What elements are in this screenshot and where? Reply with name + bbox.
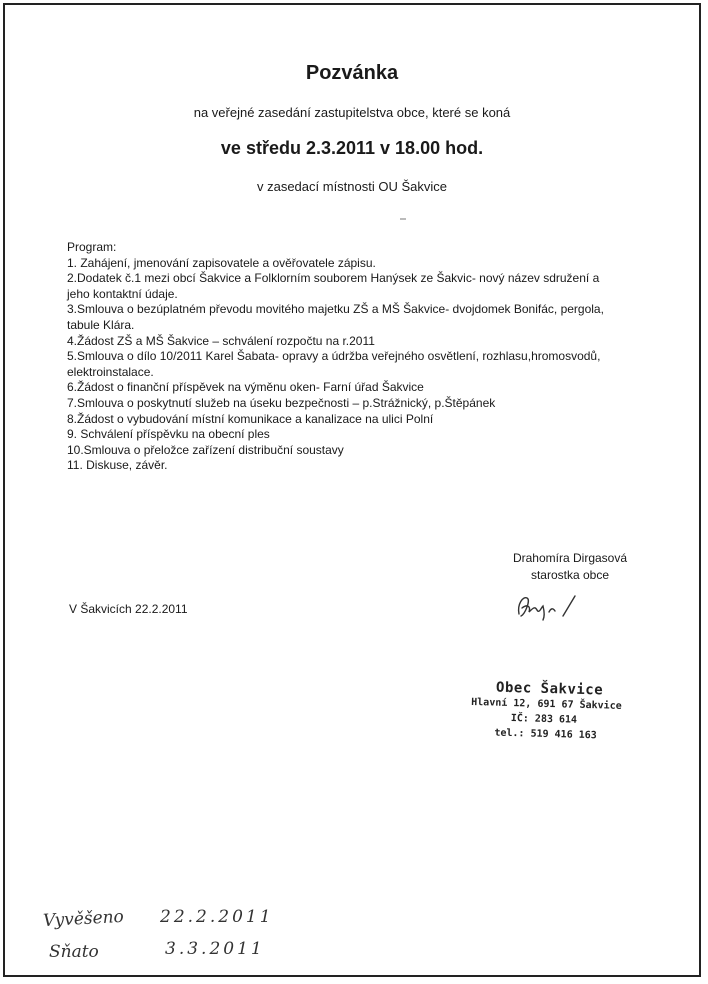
signer-name: Drahomíra Dirgasová [512, 551, 628, 565]
program-section [67, 240, 627, 474]
program-line: 1. Zahájení, jmenování zapisovatele a ověřovatele zápisu. [67, 255, 376, 270]
stamp-tel: tel.: 519 416 163 [494, 727, 597, 742]
handwritten-removed-date: 3.3.2011 [165, 939, 265, 959]
meeting-place: v zasedací místnosti OU Šakvice [256, 179, 447, 194]
meeting-datetime: ve středu 2.3.2011 v 18.00 hod. [220, 138, 484, 158]
program-line: 7.Smlouva o poskytnutí služeb na úseku bezpečnosti – p.Strážnický, p.Štěpánek [67, 395, 496, 410]
program-line: 5.Smlouva o dílo 10/2011 Karel Šabata- opravy a údržba veřejného osvětlení, rozhlasu,hromosvodů, [67, 349, 601, 364]
program-line: 9. Schválení příspěvku na obecní ples [67, 427, 270, 442]
program-line: elektroinstalace. [67, 364, 154, 379]
scan-speck [400, 218, 406, 220]
place-and-date: V Šakvicích 22.2.2011 [69, 602, 188, 616]
program-line: 4.Žádost ZŠ a MŠ Šakvice – schválení rozpočtu na r.2011 [67, 333, 375, 348]
handwritten-posted-label: Vyvěšeno [42, 906, 125, 932]
stamp-name: Obec Šakvice [495, 679, 604, 699]
program-line: 3.Smlouva o bezúplatném převodu movitého majetku ZŠ a MŠ Šakvice- dvojdomek Bonifác, pergola, [67, 302, 604, 317]
document-title: Pozvánka [305, 62, 399, 84]
handwritten-signature [513, 590, 583, 622]
program-line: tabule Klára. [67, 317, 135, 332]
program-heading: Program: [67, 240, 117, 254]
signer-role: starostka obce [530, 568, 610, 582]
handwritten-removed-label: Sňato [49, 942, 99, 962]
program-line: jeho kontaktní údaje. [67, 286, 178, 301]
program-list [67, 256, 627, 474]
program-line: 2.Dodatek č.1 mezi obcí Šakvice a Folklorním souborem Hanýsek ze Šakvic- nový název sdružení a [67, 271, 600, 286]
handwritten-posted-date: 22.2.2011 [160, 907, 274, 927]
program-line: 10.Smlouva o přeložce zařízení distribuční soustavy [67, 442, 344, 457]
program-line: 8.Žádost o vybudování místní komunikace a kanalizace na ulici Polní [67, 411, 434, 426]
stamp-address: Hlavní 12, 691 67 Šakvice [471, 696, 622, 712]
stamp-ic: IČ: 283 614 [510, 713, 578, 726]
meeting-subtitle: na veřejné zasedání zastupitelstva obce, které se koná [193, 105, 511, 120]
program-line: 6.Žádost o finanční příspěvek na výměnu oken- Farní úřad Šakvice [67, 380, 424, 395]
municipal-stamp [468, 679, 630, 744]
document-page [3, 3, 701, 977]
program-line: 11. Diskuse, závěr. [67, 458, 168, 473]
